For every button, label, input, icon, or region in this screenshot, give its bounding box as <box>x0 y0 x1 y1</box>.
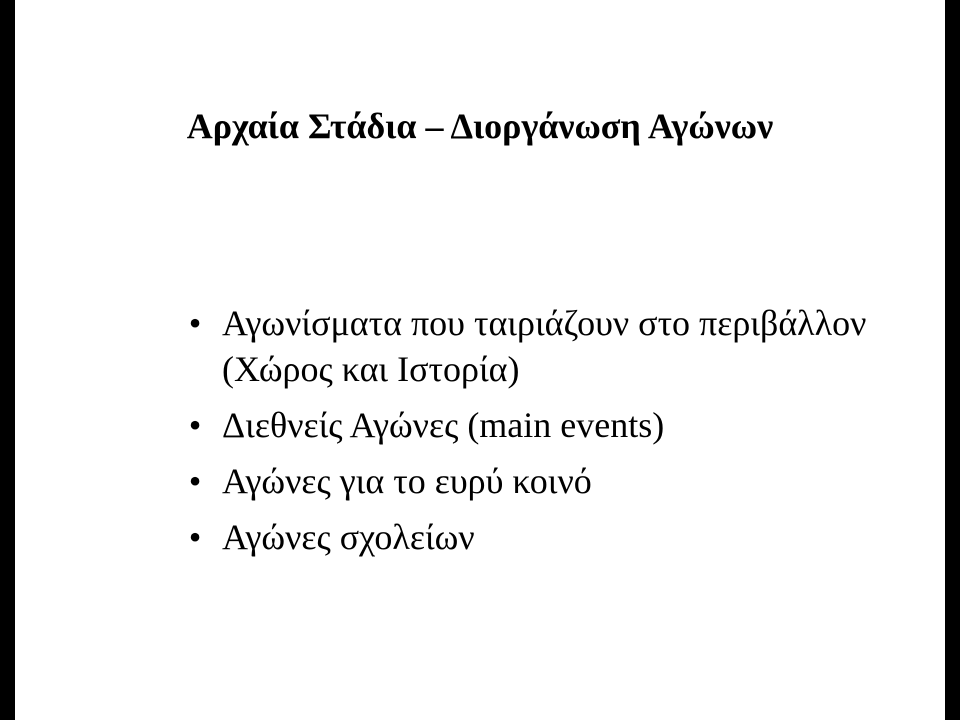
bullet-list <box>185 300 885 570</box>
slide <box>15 0 945 720</box>
bullet-text: Αγώνες σχολείων <box>222 517 475 557</box>
bullet-item <box>185 514 885 560</box>
bullet-text: Αγωνίσματα που ταιριάζουν στο περιβάλλον (Χώρος και Ιστορία) <box>222 303 867 389</box>
slide-title: Αρχαία Στάδια – Διοργάνωση Αγώνων <box>186 106 774 146</box>
bullet-item <box>185 300 885 392</box>
bullet-icon: • <box>188 303 202 343</box>
bullet-item <box>185 458 885 504</box>
bullet-icon: • <box>188 405 202 445</box>
bullet-icon: • <box>188 461 202 501</box>
bullet-text: Διεθνείς Αγώνες (main events) <box>222 405 665 445</box>
bullet-item <box>185 402 885 448</box>
bullet-icon: • <box>188 517 202 557</box>
bullet-text: Αγώνες για το ευρύ κοινό <box>222 461 592 501</box>
